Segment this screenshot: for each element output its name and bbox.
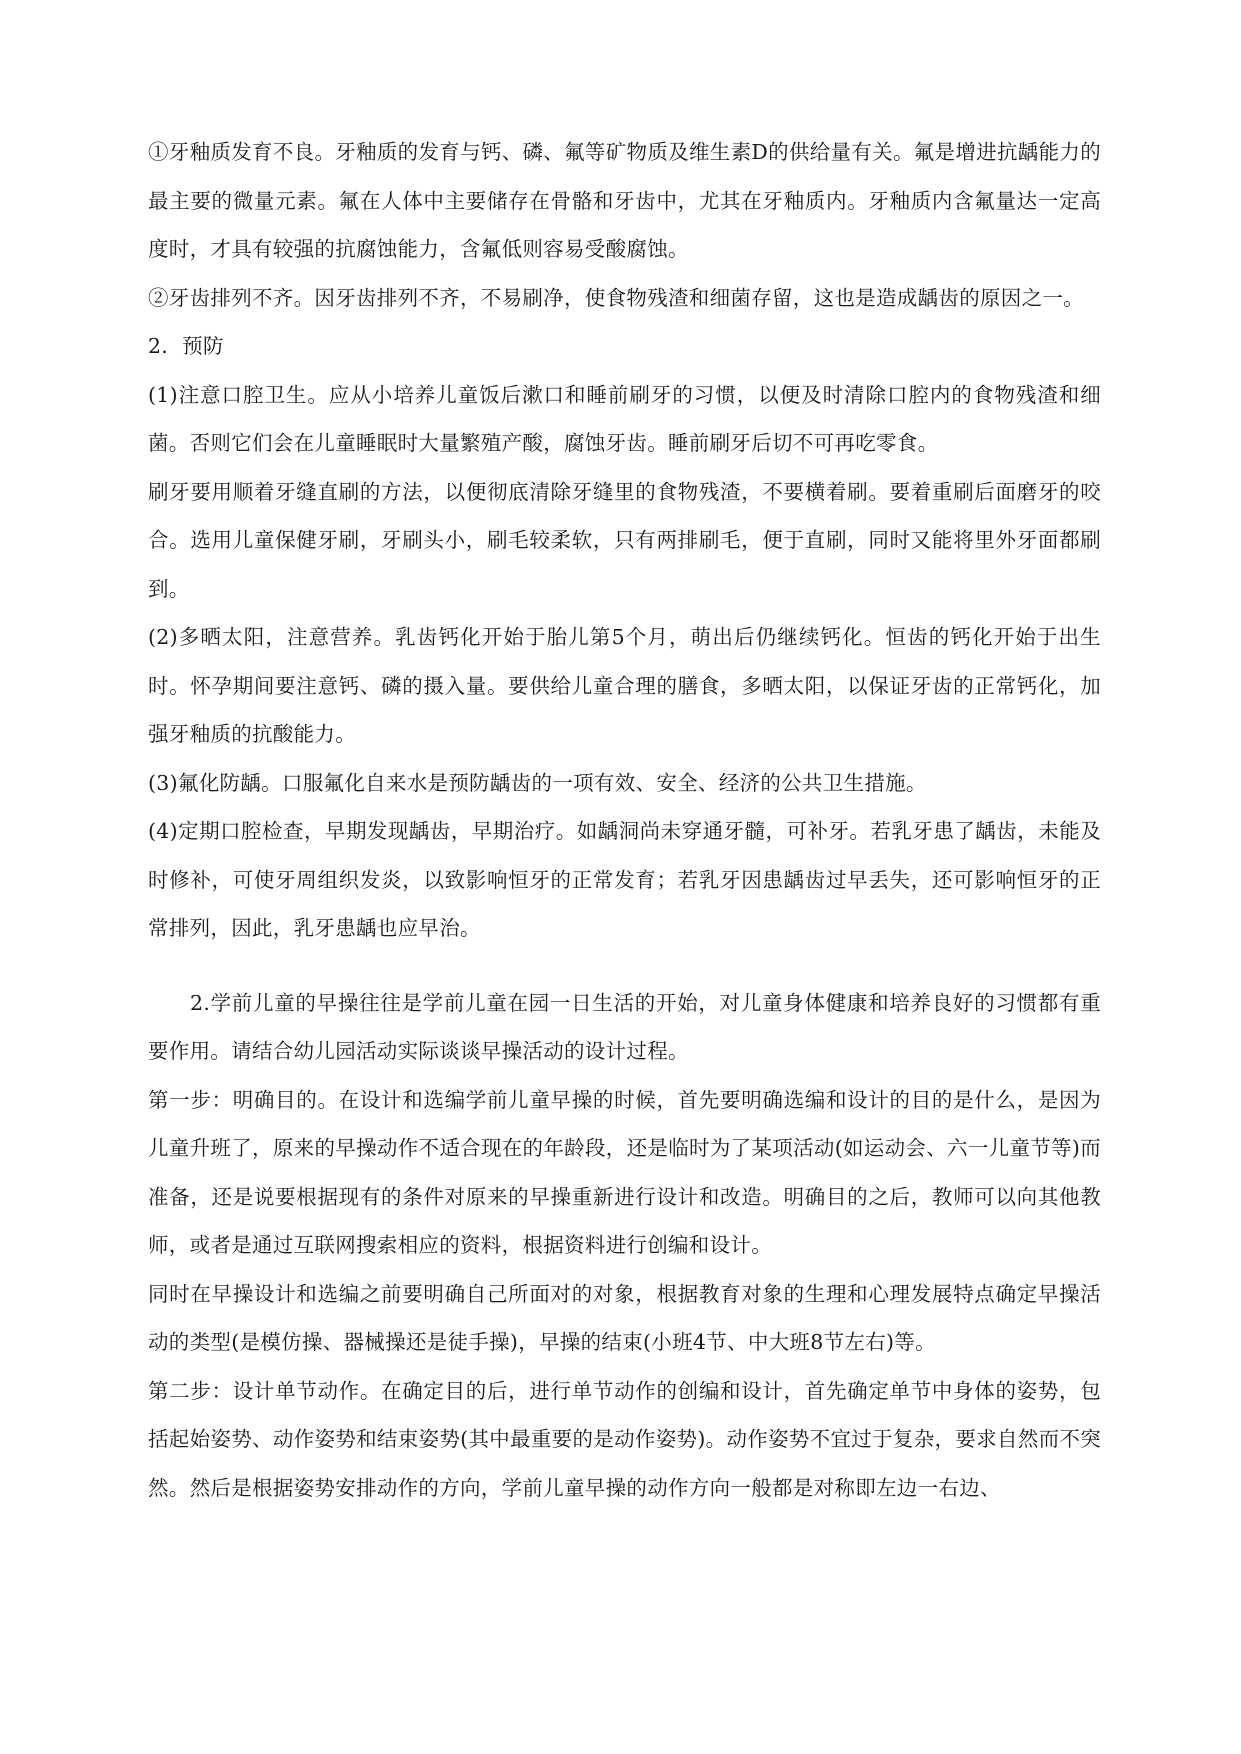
paragraph-regular-checkup: (4)定期口腔检查，早期发现龋齿，早期治疗。如龋洞尚未穿通牙髓，可补牙。若乳牙患了龋齿，未能及时修补，可使牙周组织发炎，以致影响恒牙的正常发育；若乳牙因患龋齿过早丢失，还可影响恒牙的正常排列，因此，乳牙患龋也应早治。 (148, 819, 1101, 940)
paragraph-enamel-dysplasia: ①牙釉质发育不良。牙釉质的发育与钙、磷、氟等矿物质及维生素D的供给量有关。氟是增进抗龋能力的最主要的微量元素。氟在人体中主要储存在骨骼和牙齿中，尤其在牙釉质内。牙釉质内含氟量达一定高度时，才具有较强的抗腐蚀能力，含氟低则容易受酸腐蚀。 (148, 140, 1101, 261)
paragraph-oral-hygiene: (1)注意口腔卫生。应从小培养儿童饭后漱口和睡前刷牙的习惯，以便及时清除口腔内的食物残渣和细菌。否则它们会在儿童睡眠时大量繁殖产酸，腐蚀牙齿。睡前刷牙后切不可再吃零食。 (148, 382, 1101, 455)
paragraph-brushing-method: 刷牙要用顺着牙缝直刷的方法，以便彻底清除牙缝里的食物残渣，不要横着刷。要着重刷后面磨牙的咬合。选用儿童保健牙刷，牙刷头小，刷毛较柔软，只有两排刷毛，便于直刷，同时又能将里外牙面都刷到。 (148, 479, 1101, 601)
section-heading-prevention: 2．预防 (148, 334, 224, 358)
paragraph-step-two: 第二步：设计单节动作。在确定目的后，进行单节动作的创编和设计，首先确定单节中身体的姿势，包括起始姿势、动作姿势和结束姿势(其中最重要的是动作姿势)。动作姿势不宜过于复杂，要求自然而不突然。然后是根据姿势安排动作的方向，学前儿童早操的动作方向一般都是对称即左边一右边、 (148, 1378, 1101, 1500)
paragraph-misaligned-teeth: ②牙齿排列不齐。因牙齿排列不齐，不易刷净，使食物残渣和细菌存留，这也是造成龋齿的原因之一。 (148, 285, 1084, 310)
paragraph-sunlight-nutrition: (2)多晒太阳，注意营养。乳齿钙化开始于胎儿第5个月，萌出后仍继续钙化。恒齿的钙化开始于出生时。怀孕期间要注意钙、磷的摄入量。要供给儿童合理的膳食，多晒太阳，以保证牙齿的正常钙化，加强牙釉质的抗酸能力。 (148, 625, 1101, 746)
document-body (148, 128, 1101, 1512)
paragraph-fluoridation: (3)氟化防龋。口服氟化自来水是预防龋齿的一项有效、安全、经济的公共卫生措施。 (148, 770, 927, 795)
question-morning-exercise: 2.学前儿童的早操往往是学前儿童在园一日生活的开始，对儿童身体健康和培养良好的习惯都有重要作用。请结合幼儿园活动实际谈谈早操活动的设计过程。 (148, 990, 1101, 1063)
paragraph-step-one: 第一步：明确目的。在设计和选编学前儿童早操的时候，首先要明确选编和设计的目的是什么，是因为儿童升班了，原来的早操动作不适合现在的年龄段，还是临时为了某项活动(如运动会、六一儿童节等)而准备，还是说要根据现有的条件对原来的早操重新进行设计和改造。明确目的之后，教师可以向其他教师，或者是通过互联网搜索相应的资料，根据资料进行创编和设计。 (148, 1087, 1101, 1257)
paragraph-target-audience: 同时在早操设计和选编之前要明确自己所面对的对象，根据教育对象的生理和心理发展特点确定早操活动的类型(是模仿操、器械操还是徒手操)，早操的结束(小班4节、中大班8节左右)等。 (148, 1281, 1101, 1354)
